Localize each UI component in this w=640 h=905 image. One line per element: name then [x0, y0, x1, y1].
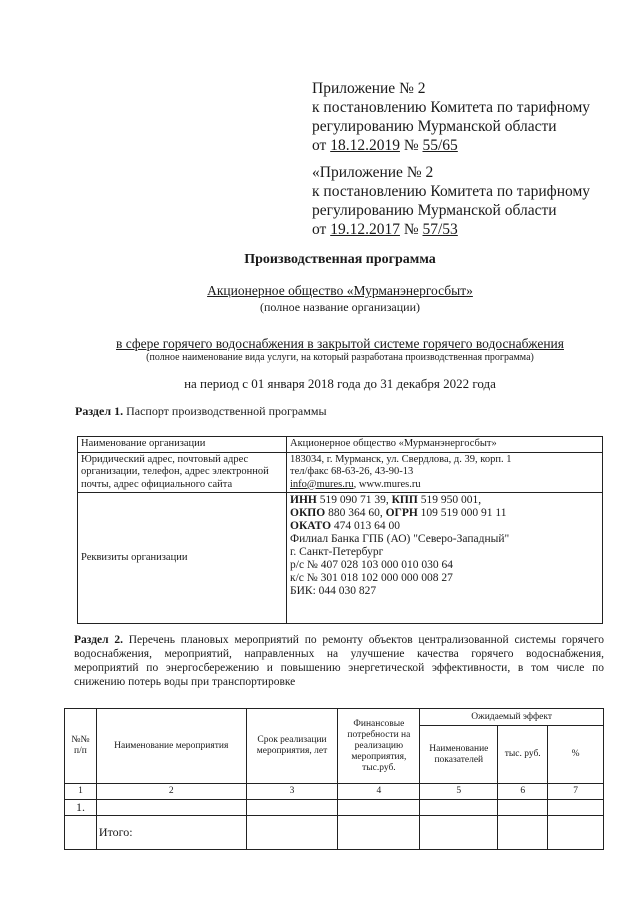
- appendix-old-line2: к постановлению Комитета по тарифному: [312, 183, 591, 200]
- events-table: [64, 708, 604, 850]
- section2-heading: Раздел 2. Перечень плановых мероприятий по ремонту объектов централизованной системы горячего водоснабжения, мероприятий, направленных на улучшение качества горячего водоснабжения, мероприятий по энергосбережению и повышению энергетической эффективности, в том числе по снижению потерь воды при транспортировке: [74, 634, 605, 688]
- table-cell: [338, 816, 420, 850]
- row-num: 1.: [65, 800, 97, 816]
- table-row: [65, 816, 604, 850]
- appendix-new: [312, 79, 590, 155]
- service-caption: (полное наименование вида услуги, на который разработана производственная программа): [146, 352, 534, 363]
- passport-addr-value: 183034, г. Мурманск, ул. Свердлова, д. 39, корп. 1 тел/факс 68-63-26, 43-90-13 info@mures.ru, www.mures.ru: [287, 452, 603, 493]
- table-cell: [548, 816, 604, 850]
- appendix-new-date: 18.12.2019: [330, 137, 400, 154]
- table-cell: [420, 816, 498, 850]
- col-header-name: Наименование мероприятия: [96, 709, 246, 784]
- appendix-new-number: 55/65: [422, 137, 458, 154]
- table-cell: [548, 800, 604, 816]
- passport-org-value: Акционерное общество «Мурманэнергосбыт»: [287, 437, 603, 453]
- org-caption: (полное название организации): [259, 300, 421, 314]
- email-link[interactable]: info@mures.ru: [290, 478, 354, 490]
- col-header-num: №№ п/п: [65, 709, 97, 784]
- passport-req-value: ИНН 519 090 71 39, КПП 519 950 001, ОКПО 880 364 60, ОГРН 109 519 000 91 11 ОКАТО 474 013 64 00 Филиал Банка ГПБ (АО) "Северо-Западный" г. Санкт-Петербург р/с № 407 028 103 000 010 030 64 к/с № 301 018 102 000 000 008 27 БИК: 044 030 827: [287, 493, 603, 624]
- service-name: в сфере горячего водоснабжения в закрытой системе горячего водоснабжения: [116, 336, 564, 351]
- table-cell: [246, 816, 338, 850]
- colnum: 6: [498, 784, 548, 800]
- table-row: [65, 709, 604, 726]
- col-header-pct: %: [548, 726, 604, 784]
- table-cell: [246, 800, 338, 816]
- colnum: 3: [246, 784, 338, 800]
- table-cell: [420, 800, 498, 816]
- appendix-new-line1: Приложение № 2: [312, 80, 426, 97]
- appendix-old: [312, 163, 590, 239]
- table-cell: [96, 800, 246, 816]
- appendix-new-line2: к постановлению Комитета по тарифному: [312, 99, 591, 116]
- appendix-new-line3: регулированию Мурманской области: [312, 118, 557, 135]
- table-row: [78, 452, 603, 493]
- passport-addr-label: Юридический адрес, почтовый адрес организации, телефон, адрес электронной почты, адрес официального сайта: [78, 452, 287, 493]
- table-cell: [338, 800, 420, 816]
- page-title: Производственная программа: [244, 252, 436, 267]
- appendix-old-line1: «Приложение № 2: [312, 164, 434, 181]
- colnum: 5: [420, 784, 498, 800]
- org-name: Акционерное общество «Мурманэнергосбыт»: [207, 283, 473, 298]
- col-header-effect: Ожидаемый эффект: [420, 709, 604, 726]
- section1-heading: Раздел 1. Паспорт производственной программы: [75, 404, 327, 418]
- table-row: [78, 437, 603, 453]
- table-row: [65, 800, 604, 816]
- colnum: 1: [65, 784, 97, 800]
- table-cell: [498, 800, 548, 816]
- table-row: [78, 493, 603, 624]
- table-row: [65, 784, 604, 800]
- appendix-old-line4: от 19.12.2017 № 57/53: [312, 221, 458, 238]
- col-header-indicator: Наименование показателей: [420, 726, 498, 784]
- colnum: 4: [338, 784, 420, 800]
- passport-req-label: Реквизиты организации: [78, 493, 287, 624]
- appendix-new-line4: от 18.12.2019 № 55/65: [312, 137, 458, 154]
- total-label: Итого:: [96, 816, 246, 850]
- passport-org-label: Наименование организации: [78, 437, 287, 453]
- table-cell: [65, 816, 97, 850]
- passport-table: [77, 436, 603, 624]
- appendix-old-date: 19.12.2017: [330, 221, 400, 238]
- col-header-term: Срок реализации мероприятия, лет: [246, 709, 338, 784]
- col-header-finance: Финансовые потребности на реализацию мероприятия, тыс.руб.: [338, 709, 420, 784]
- appendix-old-number: 57/53: [422, 221, 458, 238]
- table-cell: [498, 816, 548, 850]
- colnum: 7: [548, 784, 604, 800]
- col-header-thous: тыс. руб.: [498, 726, 548, 784]
- appendix-old-line3: регулированию Мурманской области: [312, 202, 557, 219]
- period: на период с 01 января 2018 года до 31 декабря 2022 года: [184, 376, 496, 391]
- colnum: 2: [96, 784, 246, 800]
